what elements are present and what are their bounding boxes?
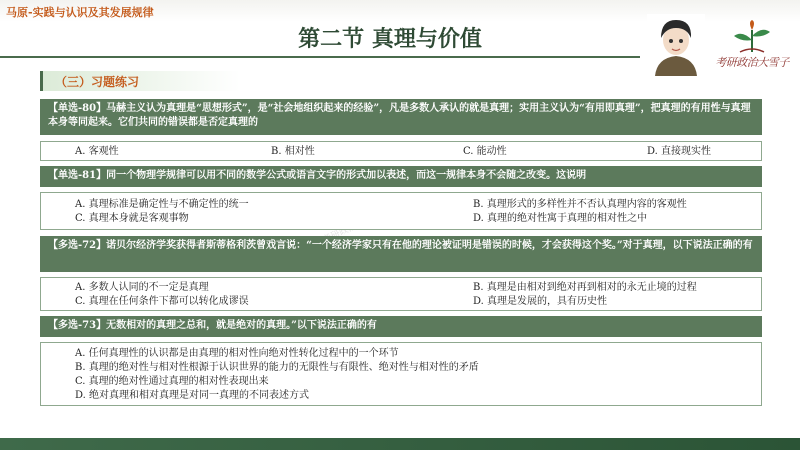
question-stem: 【多选-73】无数相对的真理之总和，就是绝对的真理。”以下说法正确的有	[40, 316, 762, 337]
option-a[interactable]: A. 多数人认同的不一定是真理	[75, 282, 209, 293]
option-a[interactable]: A. 真理标准是确定性与不确定性的统一	[75, 199, 249, 210]
option-c[interactable]: C. 真理本身就是客观事物	[75, 213, 189, 224]
option-b[interactable]: B. 真理形式的多样性并不否认真理内容的客观性	[473, 199, 687, 210]
teacher-avatar-icon	[647, 14, 705, 76]
bottom-bar	[0, 438, 800, 450]
brand-text: 考研政治大雪子	[715, 56, 789, 69]
option-d[interactable]: D. 真理是发展的，具有历史性	[473, 296, 608, 307]
options-box	[40, 277, 762, 311]
option-a[interactable]: A. 任何真理性的认识都是由真理的相对性向绝对性转化过程中的一个环节	[75, 348, 399, 359]
question-stem: 【多选-72】诺贝尔经济学奖获得者斯蒂格利茨曾戏言说：“一个经济学家只有在他的理论被证明是错误的时候，才会获得这个奖。”对于真理，以下说法正确的有	[40, 236, 762, 272]
course-title: 马原-实践与认识及其发展规律	[6, 6, 154, 19]
option-d[interactable]: D. 绝对真理和相对真理是对同一真理的不同表述方式	[75, 390, 310, 401]
options-box	[40, 192, 762, 230]
title-divider	[0, 56, 640, 58]
slide-title: 第二节 真理与价值	[298, 27, 482, 52]
option-b[interactable]: B. 相对性	[271, 146, 315, 157]
question-stem: 【单选-81】同一个物理学规律可以用不同的数学公式或语言文字的形式加以表述，而这一规律本身不会随之改变。这说明	[40, 166, 762, 187]
option-d[interactable]: D. 真理的绝对性寓于真理的相对性之中	[473, 213, 648, 224]
option-c[interactable]: C. 能动性	[463, 146, 507, 157]
brand-logo	[712, 20, 792, 70]
option-c[interactable]: C. 真理在任何条件下都可以转化成谬误	[75, 296, 249, 307]
option-c[interactable]: C. 真理的绝对性通过真理的相对性表现出来	[75, 376, 269, 387]
option-a[interactable]: A. 客观性	[75, 146, 119, 157]
option-d[interactable]: D. 直接现实性	[647, 146, 712, 157]
options-box	[40, 342, 762, 406]
question-stem: 【单选-80】马赫主义认为真理是“思想形式”，是“社会地组织起来的经验”，凡是多数人承认的就是真理；实用主义认为“有用即真理”，把真理的有用性与真理本身等同起来。它们共同的错误都是否定真理的	[40, 99, 762, 135]
option-b[interactable]: B. 真理是由相对到绝对再到相对的永无止境的过程	[473, 282, 697, 293]
option-b[interactable]: B. 真理的绝对性与相对性根源于认识世界的能力的无限性与有限性、绝对性与相对性的矛盾	[75, 362, 479, 373]
section-tab	[40, 71, 240, 91]
section-label: （三）习题练习	[55, 75, 140, 89]
options-box	[40, 141, 762, 161]
plant-logo-icon	[712, 20, 792, 54]
